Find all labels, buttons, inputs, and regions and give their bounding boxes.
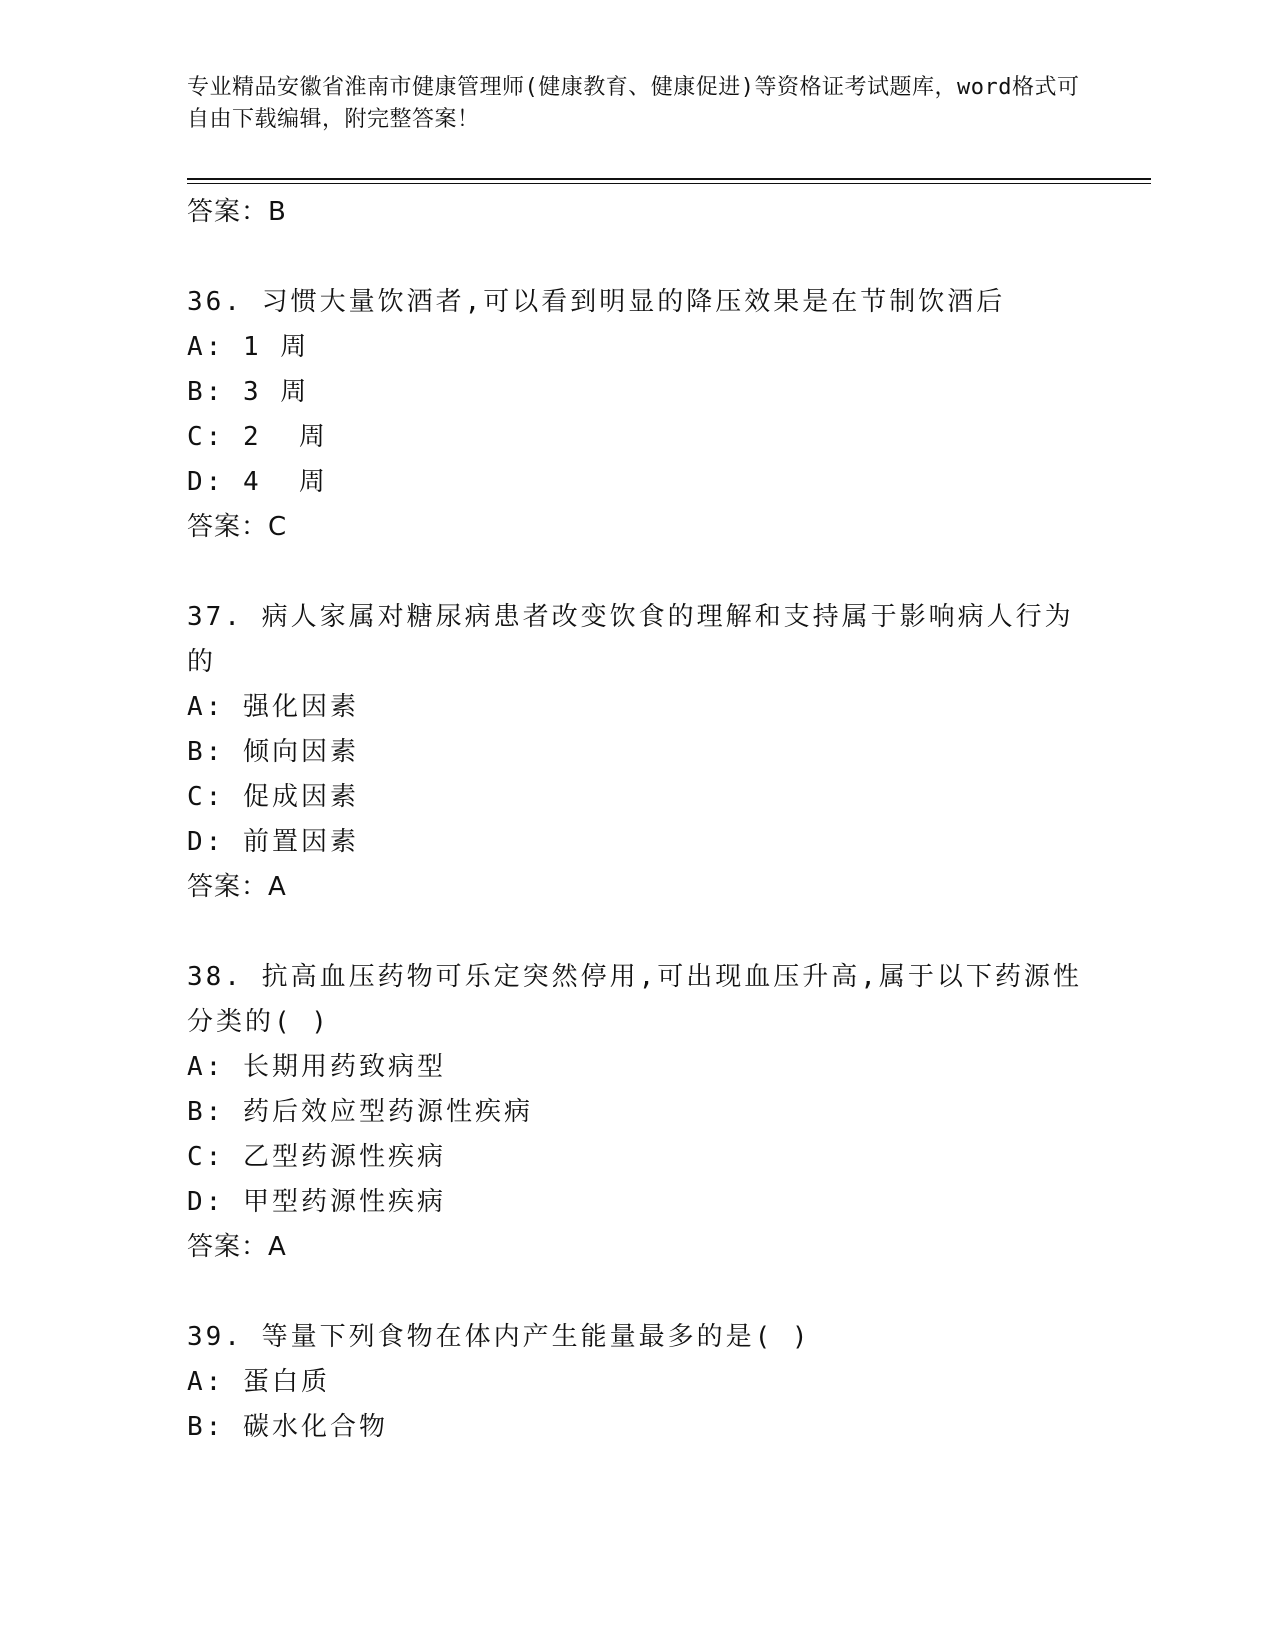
header-rule-thick [187, 178, 1151, 180]
option-c: C: 促成因素 [187, 782, 359, 812]
question-39 [187, 1315, 1087, 1450]
option-a: A: 强化因素 [187, 692, 359, 722]
previous-answer: 答案：B [187, 197, 287, 227]
option-a: A: 长期用药致病型 [187, 1052, 446, 1082]
question-stem: 39. 等量下列食物在体内产生能量最多的是( ) [187, 1322, 811, 1352]
question-stem: 37. 病人家属对糖尿病患者改变饮食的理解和支持属于影响病人行为的 [187, 602, 1074, 677]
question-36 [187, 280, 1087, 550]
option-b: B: 药后效应型药源性疾病 [187, 1097, 533, 1127]
question-answer: 答案：A [187, 872, 287, 902]
question-stem: 38. 抗高血压药物可乐定突然停用,可出现血压升高,属于以下药源性分类的( ) [187, 962, 1082, 1037]
option-a: A: 1 周 [187, 332, 310, 362]
document-header: 专业精品安徽省淮南市健康管理师(健康教育、健康促进)等资格证考试题库，word格式可自由下载编辑，附完整答案！ [187, 75, 1080, 132]
option-a: A: 蛋白质 [187, 1367, 330, 1397]
question-38 [187, 955, 1087, 1270]
option-c: C: 2 周 [187, 422, 328, 452]
option-c: C: 乙型药源性疾病 [187, 1142, 446, 1172]
option-b: B: 倾向因素 [187, 737, 359, 767]
option-b: B: 碳水化合物 [187, 1412, 388, 1442]
option-d: D: 甲型药源性疾病 [187, 1187, 446, 1217]
question-stem: 36. 习惯大量饮酒者,可以看到明显的降压效果是在节制饮酒后 [187, 287, 1006, 317]
header-rule-thin [187, 183, 1151, 184]
question-list [187, 190, 1087, 1450]
option-b: B: 3 周 [187, 377, 310, 407]
option-d: D: 4 周 [187, 467, 328, 497]
question-37 [187, 595, 1087, 910]
question-answer: 答案：C [187, 512, 288, 542]
option-d: D: 前置因素 [187, 827, 359, 857]
question-answer: 答案：A [187, 1232, 287, 1262]
